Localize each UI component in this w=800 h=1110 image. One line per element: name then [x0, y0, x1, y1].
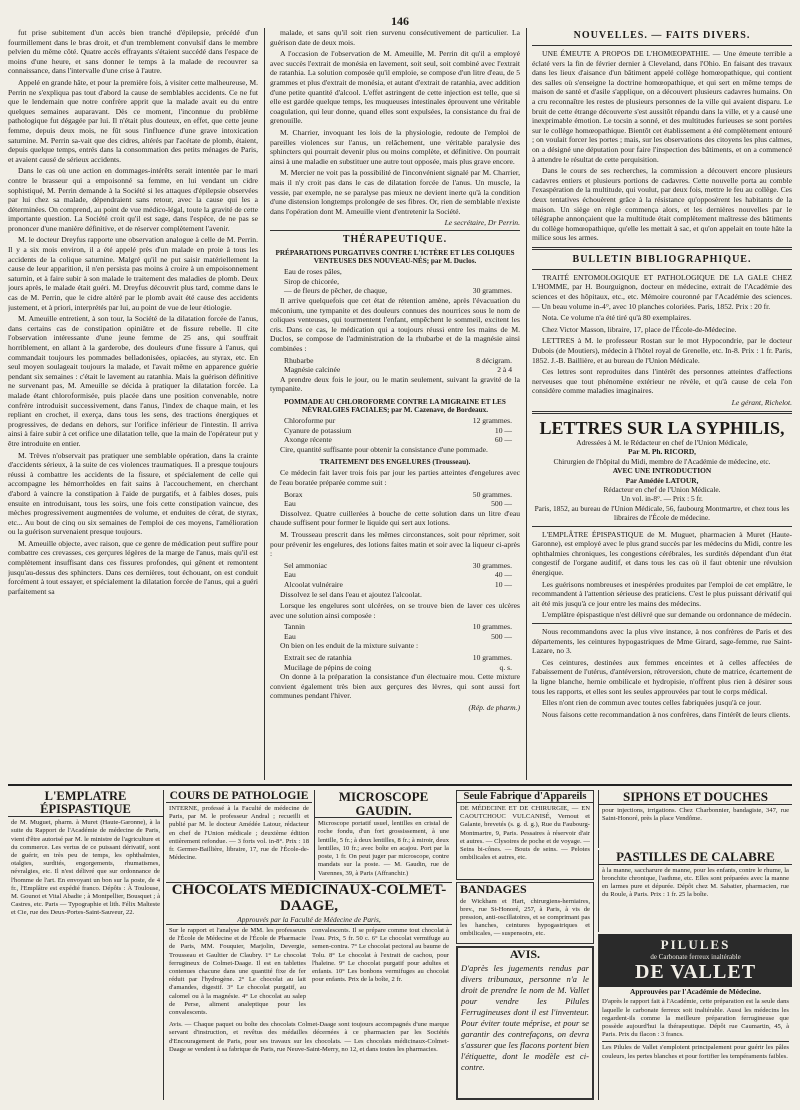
- section-title-bulletin: BULLETIN BIBLIOGRAPHIQUE.: [572, 253, 752, 265]
- paragraph: Lorsque les engelures sont ulcérées, on se trouve bien de laver ces ulcères avec une solution ainsi composée :: [270, 601, 520, 620]
- book-line: Par Amédée LATOUR,: [625, 475, 699, 485]
- section-title-therapeutique: THÉRAPEUTIQUE.: [342, 234, 448, 246]
- paragraph: M. Ameuille entretient, à son tour, la Société de la dilatation forcée de l'anus, dans certains cas de constipation opiniâtre et de fissure rebelle. Il cite l'observation intéressante d'une jeune femme de 25 ans, qui souffrait horriblement, en allant à la garderobe, des douleurs d'une fissure à l'anus, qui commandait toujours les pommades belladonisées, opiacées, au styrax, etc. En seul moyen soulageait toujours la malade, et l'avait même en apparence guérie pendant six semaines : c'était le lavement au ratanhia. Mais la guérison définitive ne survenant pas, M. Ameuille se décida à pratiquer la dilatation forcée. La malade étant chloroformisée, puis placée dans une position convenable, notre confrère introduisit successivement, dans l'anus, l'index de chaque main, et les repliant en crochet, il exerça, dans tous les sens, des tractions énergiques et progressives, de dedans en dehors, sur l'orifice inférieur de l'intestin. Il arriva ainsi à faire subir à cet orifice une dilatation telle, que la main de l'opérateur put y être introduite en entier.: [8, 314, 258, 448]
- divider: [270, 230, 520, 231]
- book-line: Paris, 1852, au bureau de l'Union Médicale, 56, faubourg Montmartre, et chez tous les libraires de l'École de médecine.: [534, 503, 790, 523]
- ad-text: INTERNE, professé à la Faculté de médecine de Paris, par M. le professeur Andral ; recueilli et publié par M. le docteur Amédée Latour, rédacteur en chef de l'Union médicale ; deuxième édition entièrement refondue. — 3 forts vol. in-8°. Prix : 18 fr. Germer-Baillière, libraire, 17, rue de l'École-de-Médecine.: [169, 805, 309, 862]
- paragraph: M. Trousseau prescrit dans les mêmes circonstances, soit pour réprimer, soit pour prévenir les engelures, des lotions faites matin et soir avec la liqueur ci-après :: [270, 529, 520, 559]
- divider: [532, 526, 792, 527]
- ad-title: L'EMPLATRE ÉPISPASTIQUE: [8, 790, 163, 817]
- ad-vallet: [598, 934, 792, 1100]
- ad-siphons: [598, 790, 792, 848]
- column-3: [532, 28, 792, 780]
- paragraph: Il arrive quelquefois que cet état de rétention amène, après l'évacuation du méconium, une tympanite et des douleurs connues des nourrices sous le nom de coliques venteuses, qui tourmentent l'enfant, empêchent le sommeil, excitent les cris. Dans ce cas, le médication qui a toujours réussi entre les mains de M. Duclos, se compose de l'administration de la rhubarbe et de la magnésie ainsi combinées :: [270, 296, 520, 354]
- ad-footer: Les Pilules de Vallet s'emploient principalement pour guérir les pâles couleurs, les pertes blanches et pour fortifier les tempéraments faibles.: [602, 1041, 789, 1060]
- recipe-title: POMMADE AU CHLOROFORME CONTRE LA MIGRAINE ET LES NÉVRALGIES FACIALES; par M. Cazenave, de Bordeaux.: [284, 398, 506, 414]
- ad-title: MICROSCOPE GAUDIN.: [315, 790, 452, 818]
- formula-line: 10 — Alcoolat vulnéraire: [284, 579, 512, 589]
- paragraph: On donne à la préparation la consistance d'un électuaire mou. Cette mixture convient également très bien aux gerçures des lèvres, qui sont aussi fort communes pendant l'hiver.: [270, 672, 520, 701]
- paragraph: Chez Victor Masson, libraire, 17, place de l'École-de-Médecine.: [542, 324, 737, 334]
- paragraph: UNE ÉMEUTE A PROPOS DE L'HOMŒOPATHIE. — Une émeute terrible a éclaté vers la fin de février dernier à Cleveland, dans l'Ohio. En faisant des travaux dans les lieux d'aisance d'un bâtiment appelé collège homœopathique, qui contient des salles où s'enseigne la doctrine homœopathique, et qui sert en même temps de maison de santé et d'asile s'applique, on a découvert plusieurs cadavres humains. On a cru reconnaître les restes de plusieurs personnes de la ville qui avaient disparu. Le bruit de cette étrange découverte s'est aussitôt répandu dans la ville, et y a causé une inexprimable émotion. Le tocsin a sonné, et des multitudes furieuses se sont portées sur le collège homœopathique. Bientôt cet établissement a été complètement entouré ; on voulait forcer les portes ; mais, sur les observations des citoyens les plus calmes, on a désigné une députation pour faire l'inspection des bâtiments, et on a commencé à attendre le résultat de cette perquisition.: [532, 49, 792, 164]
- paragraph: Nous faisons cette recommandation à nos confrères, dans l'intérêt de leurs clients.: [542, 709, 791, 719]
- formula-line: 30 grammes. Sel ammoniac: [284, 560, 512, 570]
- gerant-signature: Le gérant, Richelot.: [731, 398, 792, 407]
- ad-text: convalescents. Il se prépare comme tout chocolat à l'eau. Prix, 5 fr. 50 c. 6° Le chocolat vermifuge au semen-contra. 7° Le chocolat pectoral au baume de Tolu. 8° Le chocolat à l'extrait de cachou, pour l'haleine. 9° Le chocolat purgatif pour adultes et enfants. 10° Les bonbons vermifuges au chocolat pour enfants. Prix de la boîte, 2 fr.: [312, 926, 449, 984]
- ad-text: de M. Muguet, pharm. à Muret (Haute-Garonne), à la suite du Rapport de l'Académie de médecine de Paris, vient d'être autorisé par M. le ministre de l'agriculture et du commerce. Les vertus de ce puissant dérivatif, sont de guérir, en très peu de temps, les ophthalmies, otalgies, surdités, engorgements, rhumatismes, névralgies, etc. Il n'est délivré que sur ordonnance de l'homme de l'art. En envoyant un bon sur la poste, de 4 fr., l'Emplâtre est expédié franco. Dépôts : À Toulouse, M. Gounot et Vital Abadie ; à Montpellier, Bousquet ; à Castres, etc. Paris — Typographie et lith. Félix Malteste et Cie, rue des Deux-Portes-Saint-Sauveur, 22.: [11, 819, 160, 917]
- book-line: Adressées à M. le Rédacteur en chef de l'Union Médicale,: [576, 438, 748, 447]
- ad-cours-pathologie: [166, 790, 312, 880]
- section-title-nouvelles: NOUVELLES. — FAITS DIVERS.: [573, 30, 751, 41]
- vallet-approved: Approuvées par l'Académie de Médecine.: [630, 987, 761, 996]
- ad-footer: Avis. — Chaque paquet ou boîte des chocolats Colmet-Daage sont toujours accompagnés d'une marque servant d'instruction, et revêtus des médailles décernées à ce pharmacien par les Sociétés d'Encouragement de Paris, pour ses travaux sur les chocolats. — Les chocolats médicinaux-Colmet-Daage se vendent à sa fabrique de Paris, rue Neuve-Saint-Merry, no 12, et dans toutes les pharmacies.: [169, 1021, 449, 1053]
- ad-text: DE MÉDECINE ET DE CHIRURGIE, — EN CAOUTCHOUC VULCANISÉ, Vernout et Galante, brevetés (s. g. d. g.), Rue du Faubourg-Montmartre, 9, Paris. Pessaires à réservoir d'air et autres. — Clysoires de poche et de voyage. — Seins bi-cônes. — Bouts de seins. — Pelotes ombilicales et autres, etc.: [460, 805, 590, 862]
- ad-text: de Wickham et Hart, chirurgiens-herniaires, brev., rue St-Honoré, 257, à Paris, à vis de pression, anti-oscillatoires, et se comprimant pas les hanches, ceintures hypogastriques et ombilicales, — suspensoirs, etc.: [460, 897, 590, 938]
- paragraph: Ces ceintures, destinées aux femmes enceintes et à celles affectées de l'abaissement de l'utérus, d'antéversion, rétroversion, chute de matrice, écartement de la ligne blanche, hernie ombilicale et hydropisie, n'offrent plus rien à désirer sous tous les rapports, et elles sont les seules approuvées par tout le corps médical.: [532, 657, 792, 696]
- paragraph: Appelé en grande hâte, et pour la première fois, à visiter cette malheureuse, M. Perrin ne s'expliqua pas tout d'abord la cause de semblables accidents. Ce ne fut que le lendemain que notre confrère apprit que la malade avait eu du entre quelques semaines auparavant. Dès ce moment, l'inconnue du problème pathologique fut dégagée par lui. Il n'était plus douteux, en effet, que cette jeune femme, depuis deux mois, ne fût sous l'influence d'une grave intoxication saturnine. M. Perrin sa-vait que des cidres, altérés par l'acétate de plomb, étaient, depuis quelque temps, entrés dans la consommation des petits ménages de Paris, et avaient causé de sérieux accidents.: [8, 77, 258, 164]
- paragraph: L'EMPLÂTRE ÉPISPASTIQUE de M. Muguet, pharmacien à Muret (Haute-Garonne), est employé avec le plus grand succès par les médecins du Midi, contre les ophthalmies chroniques, les congestions cérébrales, les surdités dépendant d'un état congestif de l'organe auditif, et dans tous les cas où il faut obtenir une révulsion énergique.: [532, 529, 792, 578]
- paragraph: M. Ameuille objecte, avec raison, que ce genre de médication peut suffire pour combattre ces crevasses, ces gerçures légères de la marge de l'anus, mais qu'il est complètement insuffisant dans ces fissures profondes, qui gênent et remontent jusqu'au-dessus des sphincters. Dans ces dernières, tout échouant, on est conduit forcément à tout essayer, et spécialement la dilatation forcée de l'anus, qui a guéri parfaitement sa: [8, 538, 258, 596]
- vallet-title: PILULES: [660, 937, 731, 952]
- divider: [532, 45, 792, 46]
- book-line: AVEC UNE INTRODUCTION: [612, 466, 712, 476]
- ad-title: Seule Fabrique d'Appareils: [457, 791, 593, 803]
- paragraph: Les guérisons nombreuses et inespérées produites par l'emploi de cet emplâtre, le recommandent à l'attention sérieuse des praticiens. C'est le plus puissant dérivatif qui ait été mis jusqu'à ce jour entre les mains des médecins.: [532, 579, 792, 608]
- secretary-signature: Le secrétaire, Dr Perrin.: [444, 218, 520, 228]
- formula-line: 2 à 4 Magnésie calcinée: [284, 365, 512, 375]
- column-2: [270, 28, 520, 780]
- paragraph: Dans le cas où une action en dommages-intérêts serait intentée par le mari contre le brasseur qui a empoisonné sa femme, en lui vendant un cidre sophistiqué, M. Perrin demande à la Société si les attaques d'épilepsie observées par lui chez sa malade, dépendraient sans retour, avec la cause qui les a déterminées. On comprend, au point de vue médico-légal, toute la gravité de cette importante question. La Société croit qu'il est sage, dans l'espèce, de ne pas se prononcer d'une manière définitive, et de réserver complètement l'avenir.: [8, 166, 258, 233]
- formula-line: 8 décigram. Rhubarbe: [284, 355, 512, 365]
- paragraph: Dissolvez le sel dans l'eau et ajoutez l'alcoolat.: [280, 589, 422, 599]
- column-divider: [526, 28, 527, 780]
- divider: [532, 623, 792, 624]
- ad-text: D'après le rapport fait à l'Académie, cette préparation est la seule dans laquelle le carbonate ferreux soit inaltérable. Aussi les médecins les regardent-ils comme la meilleure préparation ferrugineuse que possède aujourd'hui la thérapeutique. Dépôt rue Caumartin, 45, à Paris. Prix du flacon : 3 francs.: [602, 998, 789, 1039]
- divider: [532, 247, 792, 250]
- book-line: Rédacteur en chef de l'Union Médicale.: [603, 485, 721, 495]
- ad-text: Sur le rapport et l'analyse de MM. les professeurs de l'École de Médecine et de l'École de Pharmacie de Paris, MM. Fouquier, Marjolin, Devergie, Trousseau et Gaultier de Claubry. 1° Le chocolat ferrugineux de Colmet-Daage. Il est en tablettes contenues chacune dans une quantité fixe de fer réduit par l'hydrogène. 2° Le chocolat au lait d'amandes, digestif. 3° Le chocolat purgatif, au calomel ou à la magnésie. 4° Le chocolat au salep de Perse, aliment analeptique pour les convalescents.: [169, 926, 306, 1016]
- divider: [532, 411, 792, 414]
- vallet-subtitle: de Carbonate ferreux inaltérable: [650, 953, 741, 961]
- book-line: Chirurgien de l'hôpital du Midi, membre de l'Académie de médecine, etc.: [553, 456, 771, 466]
- paragraph: Cire, quantité suffisante pour obtenir la consistance d'une pommade.: [280, 444, 488, 454]
- formula-line: Eau de roses pâles,: [284, 267, 342, 277]
- paragraph: A l'occasion de l'observation de M. Ameuille, M. Perrin dit qu'il a employé avec succès l'extrait de monésia en lavement, soit seul, soit combiné avec l'extrait de ratanhia. La solution composée qu'il emploie, se compose d'un litre d'eau, de 5 grammes et plus d'extrait de monésia, et autant d'extrait de ratanhia, avec addition d'une petite quantité d'alcool. L'effet astringent de cette injection est telle, que si elle est gardée quelque temps, les muqueuses intestinales éprouvent une véritable coagulation, qui leur donne, quand elles sont expulsées, la consistance du frai de grenouille.: [270, 49, 520, 126]
- book-line: Par M. Ph. RICORD,: [627, 447, 697, 457]
- formula-line: 30 grammes. — de fleurs de pêcher, de chaque,: [284, 286, 512, 296]
- ad-chocolats: [166, 882, 452, 1100]
- ad-text: pour injections, irrigations. Chez Charbonnier, bandagiste, 347, rue Saint-Honoré, près la place Vendôme.: [602, 806, 789, 822]
- formula-line: 50 grammes. Borax: [284, 489, 512, 499]
- ad-title: PASTILLES DE CALABRE: [599, 850, 792, 865]
- ad-fabrique-appareils: [456, 790, 594, 880]
- book-line: Un vol. in-8°. — Prix : 5 fr.: [621, 494, 703, 504]
- paragraph: Dans le cours de ses recherches, la commission a découvert encore plusieurs cadavres entiers et plusieurs portions de cadavres. Cette nouvelle porta au comble l'exaspération de la multitude, qui voulut, par deux fois, mettre le feu au collège. Ces deux tentatives échouèrent grâce à la résistance qu'opposèrent les habitants de la maison. Un siège en règle commença alors, et les dernières nouvelles par le télégraphe annonçaient que la multitude était complètement maîtresse des bâtiments du collège homœopathique, qu'elle les mettait à sac, et qu'on appelait en toute hâte la milice sous les armes.: [532, 166, 792, 243]
- formula-line: 10 — Cyanure de potassium: [284, 425, 512, 435]
- formula-line: 10 grammes. Tannin: [284, 622, 512, 632]
- page-number: 146: [391, 14, 409, 28]
- ad-bandages: [456, 882, 594, 944]
- paragraph: M. le docteur Dreyfus rapporte une observation analogue à celle de M. Perrin. Il y a six mois environ, il a été appelé près d'un malade en proie à tous les accidents de la colique saturnine. Malgré qu'il ne put saisir matériellement la cause de leur apparition, il n'en persista pas moins à croire à un empoisonnement saturnin, et à faire subir à son malade le traitement des maladies de plomb. Deux jours après, le malade était guéri. M. Dreyfus découvrit plus tard, comme dans le cas de M. Perrin, que le cidre altéré par le plomb avait été cause des accidents justement, et à priori, interprétés par lui, au point de vue de leur étiologie.: [8, 235, 258, 312]
- paragraph: LETTRES à M. le professeur Rostan sur le mot Hypocondrie, par le docteur Dubois (de Moutiers), médecin à l'hôtel royal de Grenelle, etc. In-8. Prix : 1 fr. Paris, 1852. J.-B. Baillière, et au bureau de l'Union Médicale.: [532, 336, 792, 365]
- paragraph: A prendre deux fois le jour, ou le matin seulement, suivant la gravité de la tympanite.: [270, 374, 520, 394]
- formula-line: 60 — Axonge récente: [284, 435, 512, 445]
- recipe-title: TRAITEMENT DES ENGELURES (Trousseau).: [319, 458, 471, 467]
- ad-text: Microscope portatif usuel, lentilles en cristal de roche fondu, d'un fort grossissement, à une lentille, 5 fr.; à deux lentilles, 8 fr.; à miroir, deux lentilles, 10 fr.; avec boîte en acajou. Port par la poste, 1 fr. On peut juger par microscope, contre mandats sur la poste. — M. Gaudin, rue de Varennes, 39, à Paris (Affranchir.): [318, 820, 449, 877]
- paragraph: M. Trèves n'observait pas pratiquer une semblable opération, dans la crainte d'accidents sérieux, à la suite de ces violences traumatiques. Il a presque toujours réussi à combattre les accidents de la fissure, et spécialement de celle qui accompagne les hémorrhoïdes en fait sains à l'accouchement, en cherchant d'abord à vaincre la constipation à l'aide de purgatifs, et à faibles doses, puis ensuite en introduisant, tous les soirs, une fois cette constipation vaincue, des mèches progressivement augmentées de volume, et enduites de cérat, de styrax, etc... Au bout de cinq ou six semaines de l'emploi de ces moyens, l'amélioration ou la guérison survenaient presque toujours.: [8, 450, 258, 537]
- ad-text: à la manne, saccharure de manne, pour les enfants, contre le rhume, la bronchite chronique, l'asthme, etc. Elles sont préparées avec la manne en larmes pure et dépurée. Dépôt chez M. Sabatier, pharmacien, rue du Roule, à Paris. Prix : 1 fr. 25 la boîte.: [602, 866, 789, 899]
- ad-emplatre: [8, 790, 164, 1100]
- recipe-title: PRÉPARATIONS PURGATIVES CONTRE L'ICTÈRE ET LES COLIQUES VENTEUSES DES NOUVEAU-NÉS; par M. Duclos.: [275, 249, 515, 266]
- formula-line: 12 grammes. Chloroforme pur: [284, 416, 512, 425]
- vallet-brand: DE VALLET: [634, 961, 757, 983]
- ad-title: AVIS.: [509, 947, 541, 961]
- paragraph: Elles n'ont rien de commun avec toutes celles fabriquées jusqu'à ce jour.: [542, 698, 762, 708]
- formula-line: 500 — Eau: [284, 631, 512, 641]
- paragraph: On bien on les enduit de la mixture suivante :: [280, 641, 419, 651]
- ad-microscope: [314, 790, 452, 880]
- syphilis-title: LETTRES SUR LA SYPHILIS,: [539, 418, 785, 438]
- paragraph: Nous recommandons avec la plus vive instance, à nos confrères de Paris et des départements, les ceintures hypogastriques de Mme Girard, sage-femme, rue Saint-Lazare, no 3.: [532, 627, 792, 656]
- formula-line: 500 — Eau: [284, 499, 512, 509]
- paragraph: fut prise subitement d'un accès bien tranché d'épilepsie, précédé d'un fourmillement dans le bras droit, et d'un tremblement convulsif dans le membre pelvien du même côté. Quatre accès effrayants s'étaient succédé dans l'espace de moins d'une heure, et sans donner le temps à la malade de recouvrer sa connaissance, dans l'intervalle d'une crise à l'autre.: [8, 28, 258, 76]
- paragraph: Ces lettres sont reproduites dans l'intérêt des personnes atteintes d'affections nerveuses que tout phénomène extérieur ne révèle, et qu'à cause de cela l'on considère comme maladies imaginaires.: [532, 367, 792, 396]
- ad-title: COURS DE PATHOLOGIE: [166, 790, 312, 803]
- formula-line: Sirop de chicorée,: [284, 276, 340, 286]
- divider: [532, 269, 792, 270]
- paragraph: malade, et sans qu'il soit rien survenu consécutivement de particulier. La guérison date de deux mois.: [270, 28, 520, 47]
- ad-subtitle: Approuvés par la Faculté de Médecine de Paris,: [166, 915, 452, 925]
- paragraph: M. Mercier ne voit pas la possibilité de l'inconvénient signalé par M. Charrier, mais il n'y croit pas dans le cas de dilatation forcée de l'anus. Un muscle, la vessie, par exemple, ne se paralyse pas mieux ne devient inerte qu'à la condition d'une distension longtemps prolongée de ses fibres. Or, rien de semblable n'existe dans l'opération dont M. Ameuille vient d'entretenir la Société.: [270, 168, 520, 216]
- paragraph: Ce médecin fait laver trois fois par jour les parties atteintes d'engelures avec de l'eau boratée préparée comme suit :: [270, 468, 520, 487]
- ad-avis: [456, 946, 594, 1100]
- vallet-banner: [599, 934, 792, 987]
- paragraph: M. Charrier, invoquant les lois de la physiologie, redoute de l'emploi de pareilles violences sur l'anus, un relâchement, une véritable paralysie des sphincters qui pourrait devenir plus ou moins complète, et définitive. On pourrait ainsi à une maladie en substituer une autre tout opposée, mais plus grave encore.: [270, 127, 520, 166]
- formula-line: q. s. Mucilage de pépins de coing: [284, 662, 512, 672]
- column-divider: [264, 28, 265, 780]
- paragraph: L'emplâtre épispastique n'est délivré que sur demande ou ordonnance de médecin.: [542, 610, 792, 620]
- ad-columns: [166, 925, 452, 1019]
- source-reference: (Rép. de pharm.): [468, 703, 520, 713]
- ad-title: BANDAGES: [460, 882, 527, 896]
- advertising-section-rule: [8, 784, 792, 786]
- ad-pastilles: [598, 850, 792, 932]
- ad-title: SIPHONS ET DOUCHES: [599, 790, 792, 805]
- formula-line: 40 — Eau: [284, 570, 512, 580]
- ad-text: D'après les jugements rendus par divers tribunaux, personne n'a le droit de prendre le nom de M. Vallet pour vendre les Pilules Ferrugineuses dont il est l'inventeur. Pour éviter toute méprise, et pour se garantir des contrefaçons, on devra s'assurer que les flacons portent bien l'étiquette, dont le modèle est ci-contre.: [461, 962, 589, 1072]
- paragraph: Nota. Ce volume n'a été tiré qu'à 80 exemplaires.: [542, 313, 692, 323]
- formula-line: 10 grammes. Extrait sec de ratanhia: [284, 653, 512, 663]
- column-1: [8, 28, 258, 780]
- paragraph: Dissolvez. Quatre cuillerées à bouche de cette solution dans un litre d'eau chaude suffisent pour former le liquide qui sert aux lotions.: [270, 508, 520, 528]
- ad-title: CHOCOLATS MÉDICINAUX-COLMET-DAAGE,: [171, 882, 447, 914]
- paragraph: TRAITÉ ENTOMOLOGIQUE ET PATHOLOGIQUE DE LA GALE CHEZ L'HOMME, par H. Bourguignon, docteur en médecine, extrait de l'Académie des sciences et des hôpitaux, etc., etc. Mémoire couronné par l'Académie des sciences. — Un beau volume in-4°, avec 10 planches coloriées. Paris, 1852. Prix : 20 fr.: [532, 272, 792, 311]
